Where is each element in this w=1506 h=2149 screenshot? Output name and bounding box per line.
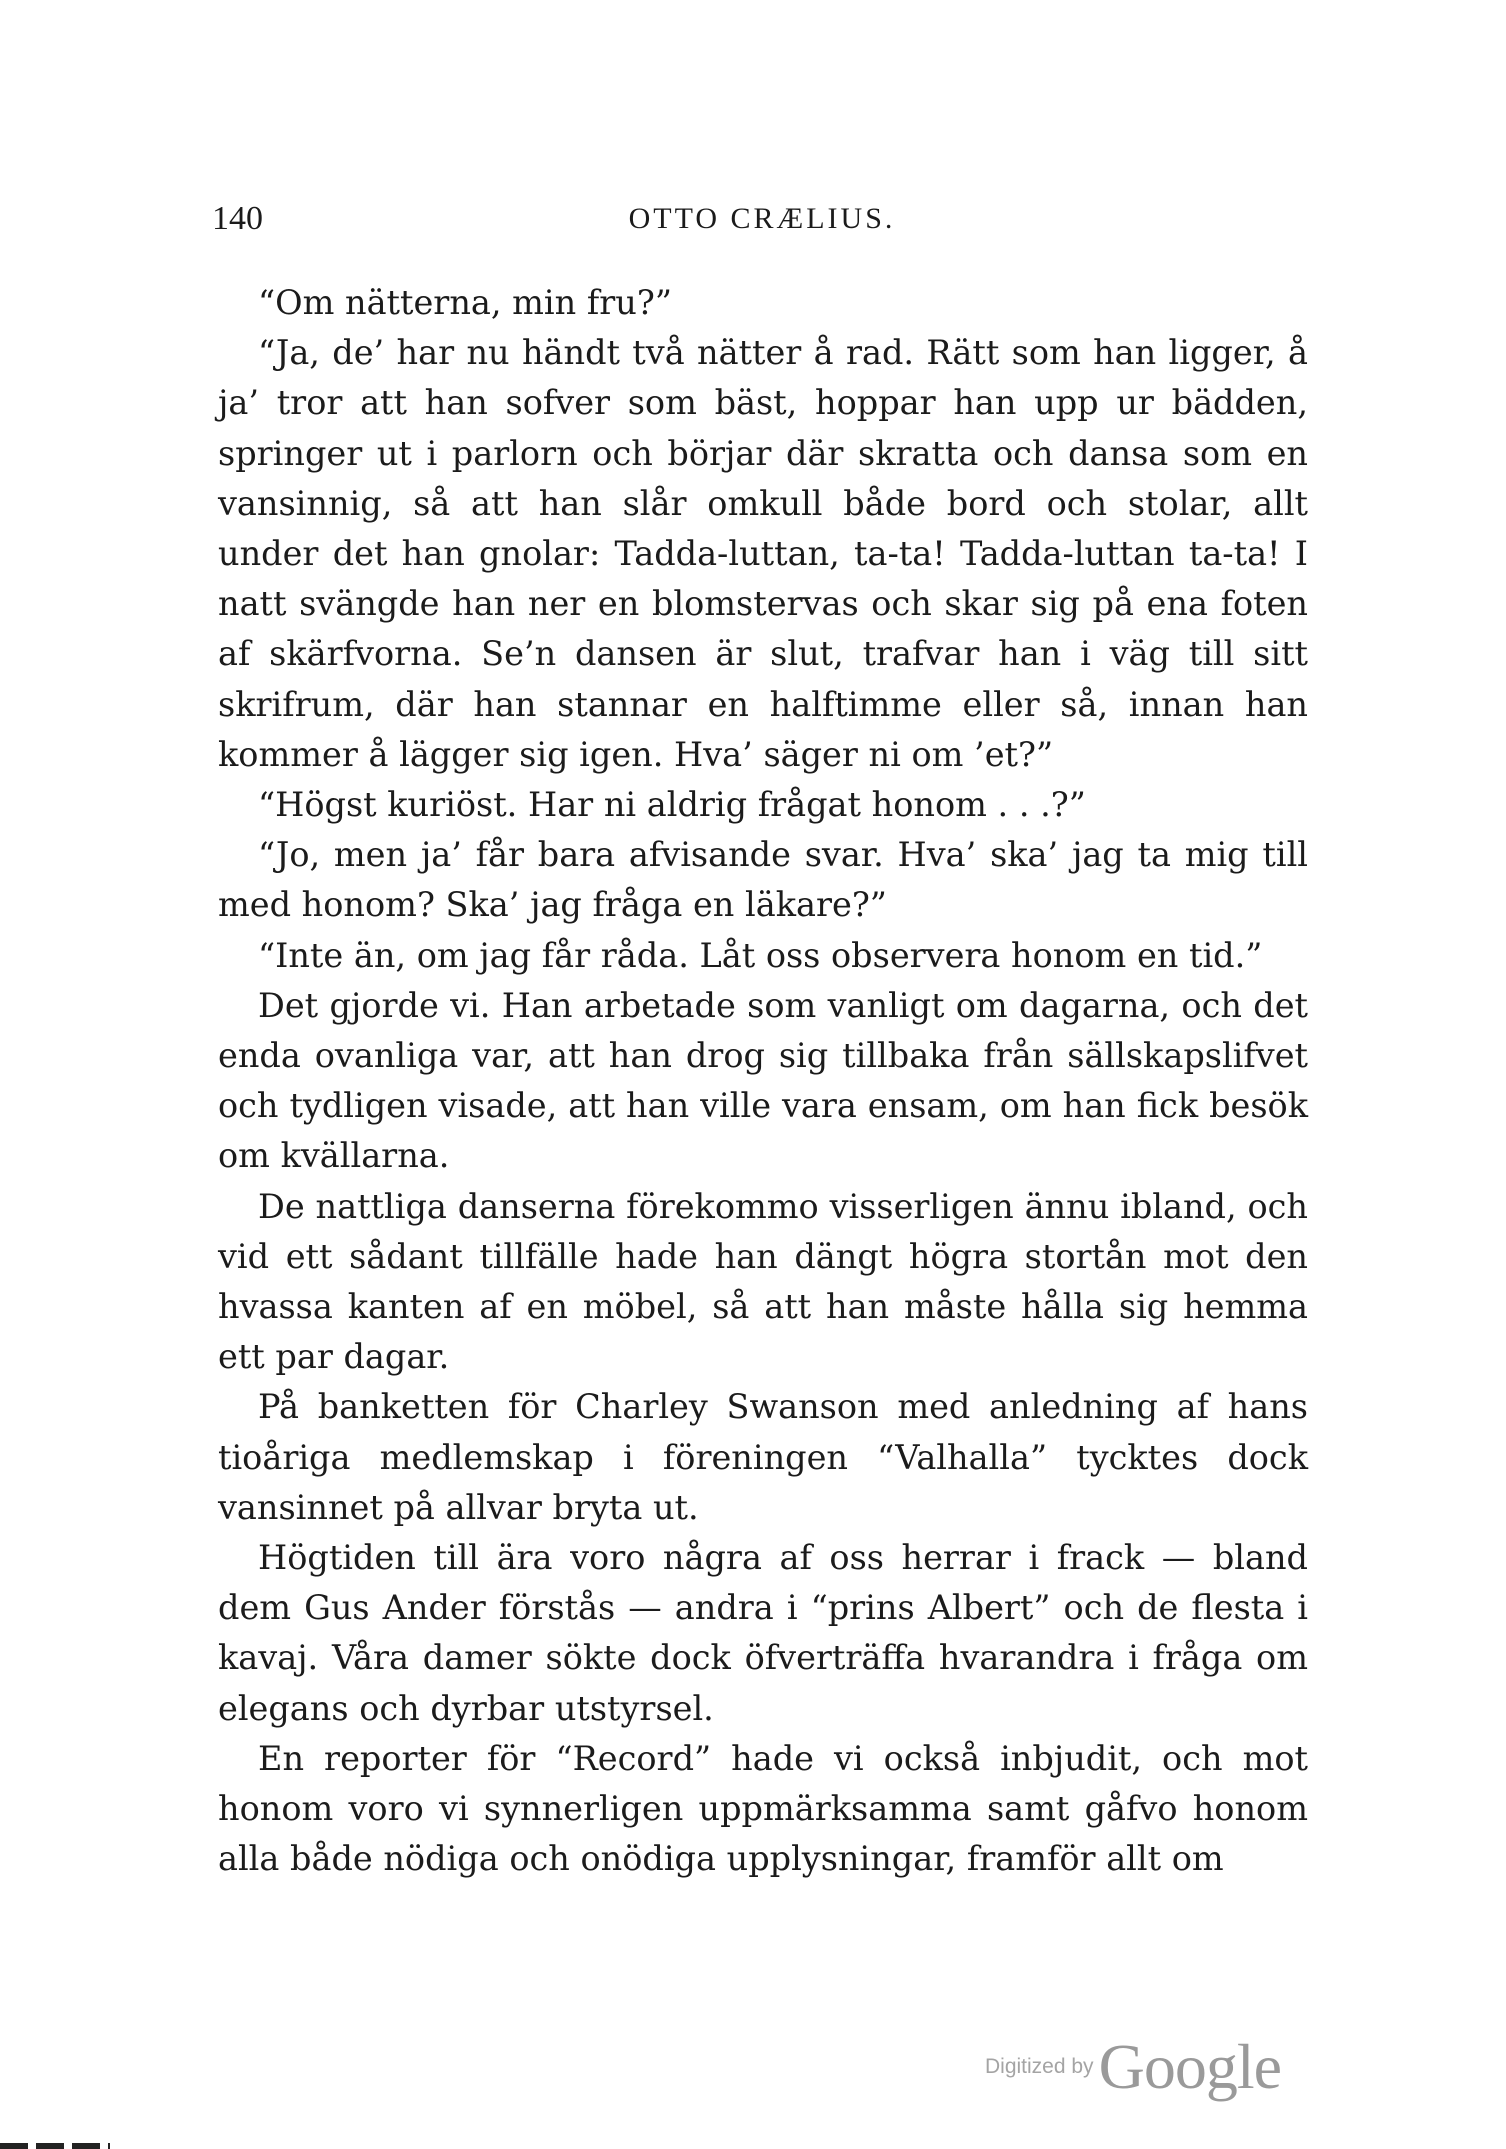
paragraph: “Inte än, om jag får råda. Låt oss observera honom en tid.” — [258, 935, 1263, 975]
google-logo: Google — [1098, 2031, 1282, 2102]
paragraph: En reporter för “Record” hade vi också inbjudit, och mot honom voro vi synnerligen uppmärksamma samt gåfvo honom alla både nödiga och onödiga upplysningar, framför allt om — [218, 1738, 1308, 1879]
paragraph: De nattliga danserna förekommo visserligen ännu ibland, och vid ett sådant tillfälle hade han dängt högra stortån mot den hvassa kanten af en möbel, så att han måste hålla sig hemma ett par dagar. — [218, 1186, 1308, 1377]
running-head: OTTO CRÆLIUS. — [628, 202, 896, 235]
scan-edge-mark — [0, 2143, 110, 2149]
page-header — [212, 200, 1312, 250]
paragraph: Högtiden till ära voro några af oss herrar i frack — bland dem Gus Ander förstås — andra i “prins Albert” och de flesta i kavaj. Våra damer sökte dock öfverträffa hvarandra i fråga om elegans och dyrbar utstyrsel. — [218, 1538, 1308, 1728]
page-number: 140 — [212, 200, 263, 237]
paragraph: “Högst kuriöst. Har ni aldrig frågat honom . . .?” — [258, 785, 1086, 825]
paragraph: På banketten för Charley Swanson med anledning af hans tioåriga medlemskap i föreningen “Valhalla” tycktes dock vansinnet på allvar bryta ut. — [218, 1387, 1308, 1527]
body-text — [218, 278, 1308, 1885]
paragraph: Det gjorde vi. Han arbetade som vanligt om dagarna, och det enda ovanliga var, att han drog sig tillbaka från sällskapslifvet och tydligen visade, att han ville vara ensam, om han fick besök om kvällarna. — [218, 985, 1308, 1176]
watermark-prefix: Digitized by — [985, 2055, 1094, 2078]
paragraph: “Jo, men ja’ får bara afvisande svar. Hva’ ska’ jag ta mig till med honom? Ska’ jag fråga en läkare?” — [218, 835, 1308, 925]
paragraph: “Om nätterna, min fru?” — [258, 283, 672, 322]
digitized-by-google-watermark — [985, 2030, 1281, 2100]
paragraph: “Ja, de’ har nu händt två nätter å rad. Rätt som han ligger, å ja’ tror att han sofver som bäst, hoppar han upp ur bädden, springer ut i parlorn och börjar där skratta och dansa som en vansinnig, så att han slår omkull både bord och stolar, allt under det han gnolar: Tadda-luttan, ta-ta! Tadda-luttan ta-ta! I natt svängde han ner en blomstervas och skar sig på ena foten af skärfvorna. Se’n dansen är slut, trafvar han i väg till sitt skrifrum, där han stannar en halftimme eller så, innan han kommer å lägger sig igen. Hva’ säger ni om ’et?” — [218, 333, 1308, 774]
